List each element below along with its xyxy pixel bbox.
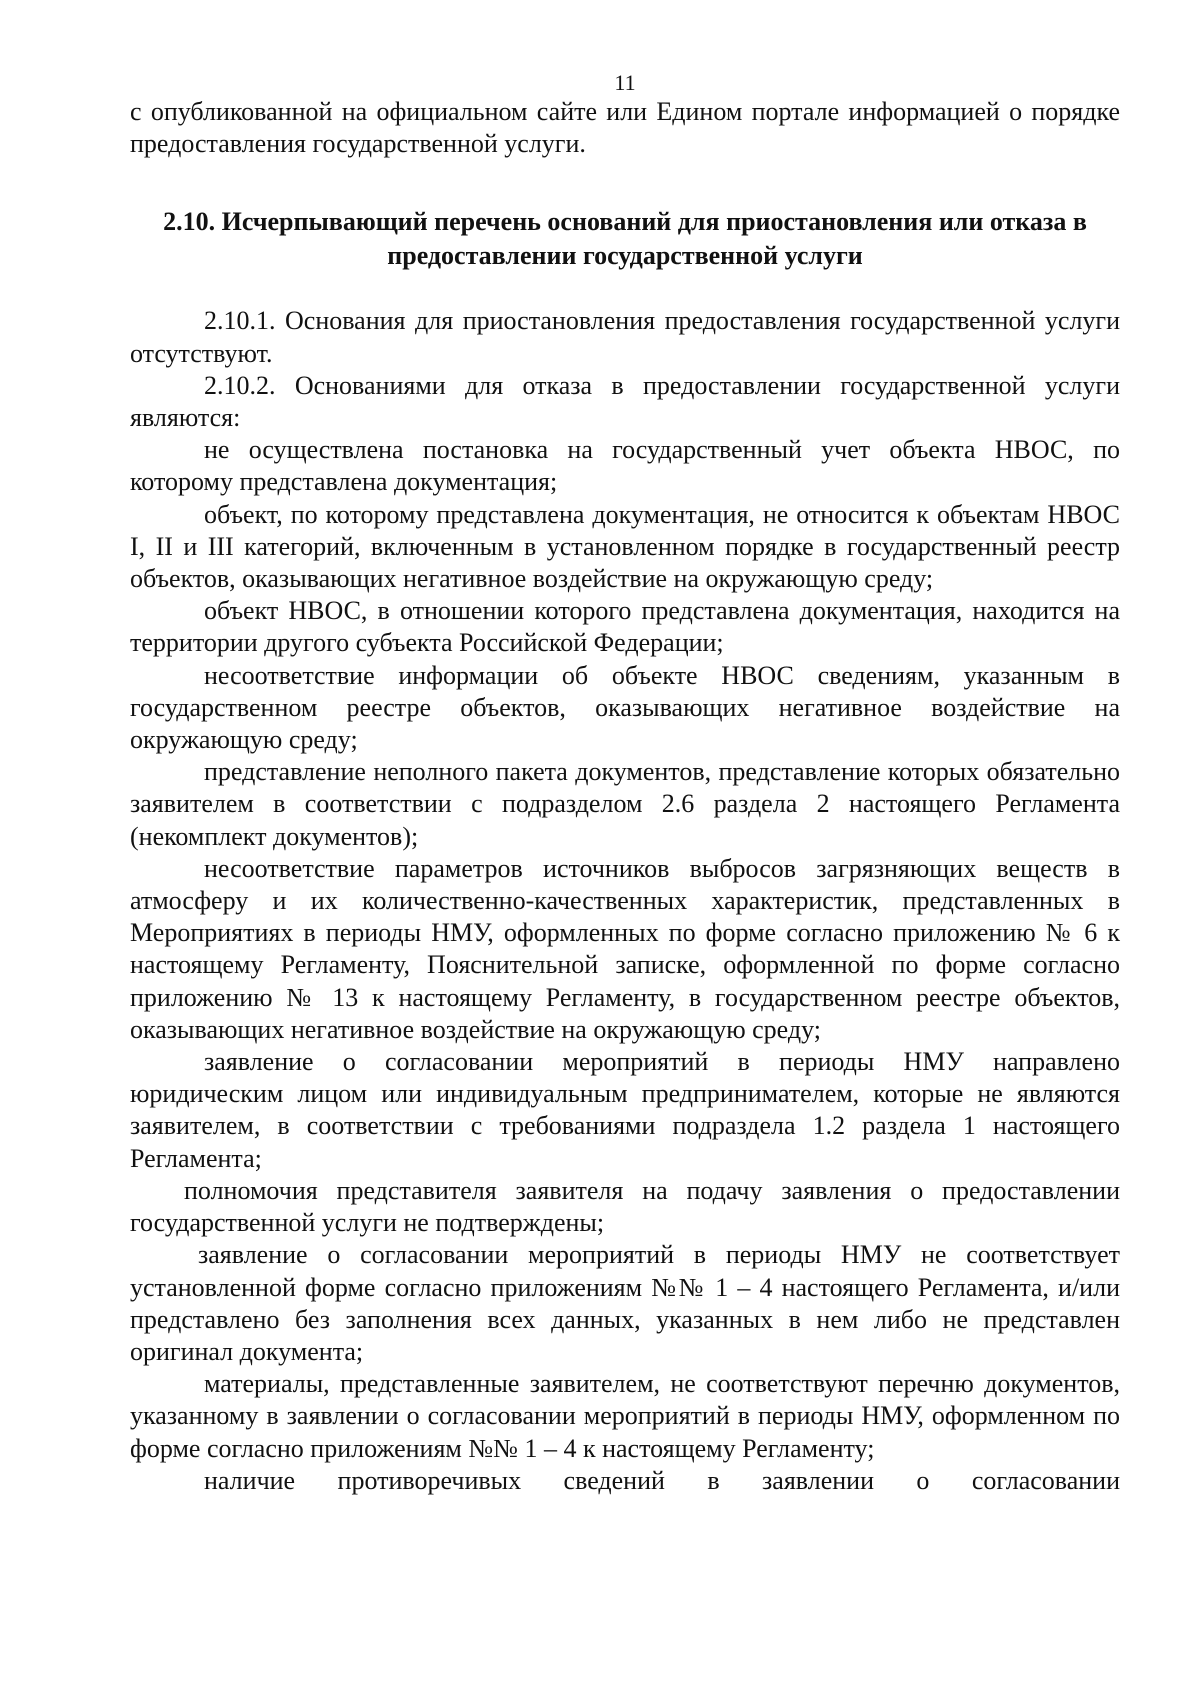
list-item: несоответствие информации об объекте НВОС сведениям, указанным в государственном реестре объектов, оказывающих негативное воздействие на окружающую среду;	[130, 660, 1120, 755]
list-item: представление неполного пакета документов, представление которых обязательно заявителем в соответствии с подразделом 2.6 раздела 2 настоящего Регламента (некомплект документов);	[130, 757, 1120, 851]
list-item: несоответствие параметров источников выбросов загрязняющих веществ в атмосферу и их количественно-качественных характеристик, представленных в Мероприятиях в периоды НМУ, оформленных по форме согласно приложению № 6 к настоящему Регламенту, Пояснительной записке, оформленной по форме согласно приложению № 13 к настоящему Регламенту, в государственном реестре объектов, оказывающих негативное воздействие на окружающую среду;	[130, 853, 1120, 1044]
page-number: 11	[614, 70, 636, 95]
section-heading: 2.10. Исчерпывающий перечень оснований для приостановления или отказа в предоставлении государственной услуги	[163, 207, 1087, 271]
list-item: материалы, представленные заявителем, не соответствуют перечню документов, указанному в заявлении о согласовании мероприятий в периоды НМУ, оформленном по форме согласно приложениям №№ 1 – 4 к настоящему Регламенту;	[130, 1369, 1120, 1463]
list-item: объект НВОС, в отношении которого представлена документация, находится на территории другого субъекта Российской Федерации;	[130, 596, 1120, 658]
paragraph-2-10-1: 2.10.1. Основания для приостановления предоставления государственной услуги отсутствуют.	[130, 306, 1120, 368]
list-item: заявление о согласовании мероприятий в периоды НМУ не соответствует установленной форме согласно приложениям №№ 1 – 4 настоящего Регламента, и/или представлено без заполнения всех данных, указанных в нем либо не представлен оригинал документа;	[130, 1240, 1120, 1366]
paragraph-2-10-2: 2.10.2. Основаниями для отказа в предоставлении государственной услуги являются:	[130, 370, 1120, 433]
list-item: наличие противоречивых сведений в заявлении о согласовании	[204, 1465, 1120, 1495]
list-item: полномочия представителя заявителя на подачу заявления о предоставлении государственной услуги не подтверждены;	[130, 1175, 1120, 1238]
list-item: не осуществлена постановка на государственный учет объекта НВОС, по которому представлена документация;	[130, 435, 1120, 497]
list-item: объект, по которому представлена документация, не относится к объектам НВОС I, II и III категорий, включенным в установленном порядке в государственный реестр объектов, оказывающих негативное воздействие на окружающую среду;	[130, 499, 1120, 594]
document-body	[130, 96, 1120, 1497]
list-item: заявление о согласовании мероприятий в периоды НМУ направлено юридическим лицом или индивидуальным предпринимателем, которые не являются заявителем, в соответствии с требованиями подраздела 1.2 раздела 1 настоящего Регламента;	[130, 1047, 1120, 1173]
intro-paragraph: с опубликованной на официальном сайте или Едином портале информацией о порядке предоставления государственной услуги.	[130, 97, 1120, 159]
